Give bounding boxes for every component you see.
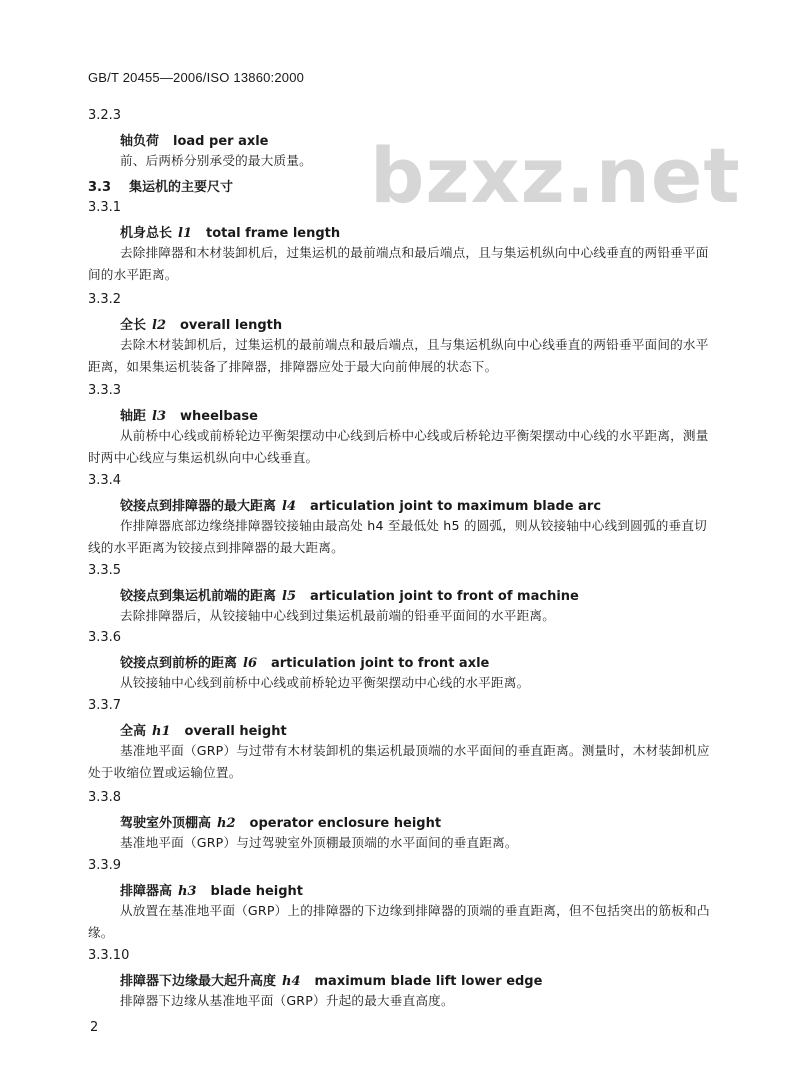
term-symbol: h1 bbox=[152, 724, 171, 739]
clause-number: 3.3.3 bbox=[88, 383, 122, 398]
clause-term bbox=[120, 652, 489, 671]
clause-definition: 去除木材装卸机后，过集运机的最前端点和最后端点，且与集运机纵向中心线垂直的两铅垂平面间的水平距离，如果集运机装备了排障器，排障器应处于最大向前伸展的状态下。 bbox=[88, 337, 709, 374]
term-symbol: h4 bbox=[282, 974, 301, 989]
clause-definition: 基准地平面（GRP）与过带有木材装卸机的集运机最顶端的水平面间的垂直距离。测量时，木材装卸机应处于收缩位置或运输位置。 bbox=[88, 743, 710, 780]
clause-definition: 排障器下边缘从基准地平面（GRP）升起的最大垂直高度。 bbox=[120, 993, 454, 1008]
clause-term bbox=[120, 314, 282, 333]
clause-number: 3.3.9 bbox=[88, 858, 122, 873]
term-zh: 排障器高 bbox=[120, 884, 173, 899]
clause-term bbox=[120, 222, 340, 241]
standard-header: GB/T 20455—2006/ISO 13860:2000 bbox=[88, 70, 305, 85]
clause-definition: 从前桥中心线或前桥轮边平衡架摆动中心线到后桥中心线或后桥轮边平衡架摆动中心线的水平距离，测量时两中心线应与集运机纵向中心线垂直。 bbox=[88, 428, 709, 465]
term-zh: 轴距 bbox=[120, 409, 147, 424]
term-en: blade height bbox=[210, 884, 304, 899]
clause-definition: 作排障器底部边缘绕排障器铰接轴由最高处 h4 至最低处 h5 的圆弧，则从铰接轴中心线到圆弧的垂直切线的水平距离为铰接点到排障器的最大距离。 bbox=[88, 518, 707, 555]
term-en: wheelbase bbox=[180, 409, 258, 424]
clause-number: 3.2.3 bbox=[88, 108, 122, 123]
clause-term bbox=[120, 812, 441, 831]
term-en: total frame length bbox=[206, 226, 341, 241]
term-zh: 全长 bbox=[120, 318, 147, 333]
clause-term bbox=[120, 585, 579, 604]
clause-definition: 去除排障器和木材装卸机后，过集运机的最前端点和最后端点，且与集运机纵向中心线垂直的两铅垂平面间的水平距离。 bbox=[88, 245, 709, 282]
term-zh: 驾驶室外顶棚高 bbox=[120, 816, 212, 831]
term-symbol: l1 bbox=[178, 226, 192, 241]
term-zh: 铰接点到排障器的最大距离 bbox=[120, 499, 277, 514]
term-symbol: l4 bbox=[282, 499, 296, 514]
clause-term bbox=[120, 405, 258, 424]
clause-term bbox=[120, 495, 601, 514]
term-en: overall height bbox=[184, 724, 287, 739]
clause-number: 3.3.10 bbox=[88, 948, 130, 963]
clause-number: 3.3.8 bbox=[88, 790, 122, 805]
clause-term bbox=[120, 130, 269, 149]
page-number: 2 bbox=[90, 1020, 99, 1035]
term-en: articulation joint to front axle bbox=[271, 656, 490, 671]
term-symbol: l6 bbox=[243, 656, 257, 671]
term-symbol: h2 bbox=[217, 816, 236, 831]
term-en: articulation joint to maximum blade arc bbox=[310, 499, 602, 514]
clause-term bbox=[120, 720, 287, 739]
term-symbol: l5 bbox=[282, 589, 296, 604]
term-en: maximum blade lift lower edge bbox=[314, 974, 543, 989]
term-en: overall length bbox=[180, 318, 283, 333]
clause-term bbox=[120, 970, 542, 989]
watermark: bzxz.net bbox=[370, 131, 741, 220]
clause-definition: 前、后两桥分别承受的最大质量。 bbox=[120, 153, 312, 168]
term-symbol: l2 bbox=[152, 318, 166, 333]
term-en: load per axle bbox=[173, 134, 269, 149]
section-title: 集运机的主要尺寸 bbox=[129, 180, 234, 195]
clause-definition: 从铰接轴中心线到前桥中心线或前桥轮边平衡架摆动中心线的水平距离。 bbox=[120, 675, 530, 690]
clause-number: 3.3.7 bbox=[88, 698, 122, 713]
term-zh: 排障器下边缘最大起升高度 bbox=[120, 974, 277, 989]
clause-number: 3.3.1 bbox=[88, 200, 122, 215]
term-zh: 铰接点到集运机前端的距离 bbox=[120, 589, 277, 604]
term-en: articulation joint to front of machine bbox=[310, 589, 579, 604]
term-en: operator enclosure height bbox=[249, 816, 442, 831]
term-symbol: l3 bbox=[152, 409, 166, 424]
term-zh: 铰接点到前桥的距离 bbox=[120, 656, 238, 671]
term-symbol: h3 bbox=[178, 884, 197, 899]
section-number: 3.3 bbox=[88, 180, 112, 195]
section-heading bbox=[88, 176, 233, 195]
clause-term bbox=[120, 880, 303, 899]
clause-definition: 基准地平面（GRP）与过驾驶室外顶棚最顶端的水平面间的垂直距离。 bbox=[120, 835, 518, 850]
clause-definition: 从放置在基准地平面（GRP）上的排障器的下边缘到排障器的顶端的垂直距离，但不包括突出的筋板和凸缘。 bbox=[88, 903, 710, 940]
term-zh: 机身总长 bbox=[120, 226, 173, 241]
term-zh: 全高 bbox=[120, 724, 147, 739]
term-zh: 轴负荷 bbox=[120, 134, 160, 149]
clause-number: 3.3.4 bbox=[88, 473, 122, 488]
clause-number: 3.3.2 bbox=[88, 292, 122, 307]
clause-definition: 去除排障器后，从铰接轴中心线到过集运机最前端的铅垂平面间的水平距离。 bbox=[120, 608, 555, 623]
clause-number: 3.3.5 bbox=[88, 563, 122, 578]
clause-number: 3.3.6 bbox=[88, 630, 122, 645]
